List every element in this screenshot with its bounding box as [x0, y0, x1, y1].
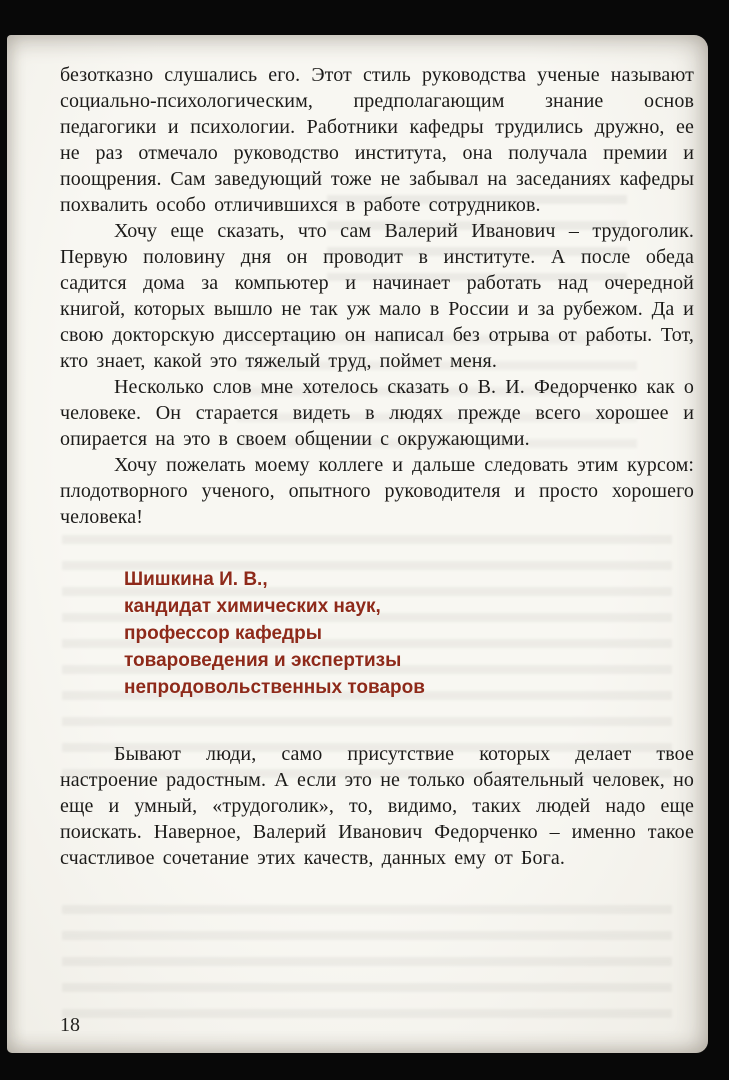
author-credential-line: товароведения и экспертизы	[124, 650, 402, 671]
author-credential-line: профессор кафедры	[124, 623, 322, 644]
paragraph-5: Бывают люди, само присутствие которых делает твое настроение радостным. А если это не только обаятельный человек, но еще и умный, «трудоголик», то, видимо, таких людей надо еще поискать. Наверное, Валерий Иванович Федорченко – именно такое счастливое сочетание этих качеств, данных ему от Бога.	[60, 743, 694, 869]
paragraph-4: Хочу пожелать моему коллеге и дальше следовать этим курсом: плодотворного ученого, опытного руководителя и просто хорошего человека!	[60, 454, 694, 528]
author-credential-line: непродовольственных товаров	[124, 677, 425, 698]
page-number: 18	[60, 1014, 80, 1036]
paragraph-3: Несколько слов мне хотелось сказать о В. И. Федорченко как о человеке. Он старается видеть в людях прежде всего хорошее и опирается на это в своем общении с окружающими.	[60, 376, 694, 450]
author-name: Шишкина И. В.,	[124, 569, 268, 590]
author-credential-line: кандидат химических наук,	[124, 596, 381, 617]
scanned-page	[7, 35, 708, 1053]
author-signature-block	[124, 566, 694, 701]
page-text	[60, 62, 694, 871]
paragraph-1: безотказно слушались его. Этот стиль руководства ученые называют социально-психологическим, предполагающим знание основ педагогики и психологии. Работники кафедры трудились дружно, ее не раз отмечало руководство института, она получала премии и поощрения. Сам заведующий тоже не забывал на заседаниях кафедры похвалить особо отличившихся в работе сотрудников.	[60, 64, 694, 216]
paragraph-2: Хочу еще сказать, что сам Валерий Иванович – трудоголик. Первую половину дня он проводит в институте. А после обеда садится дома за компьютер и начинает работать над очередной книгой, которых вышло не так уж мало в России и за рубежом. Да и свою докторскую диссертацию он написал без отрыва от работы. Тот, кто знает, какой это тяжелый труд, поймет меня.	[60, 220, 694, 372]
bleed-through-artifact	[62, 905, 672, 1035]
